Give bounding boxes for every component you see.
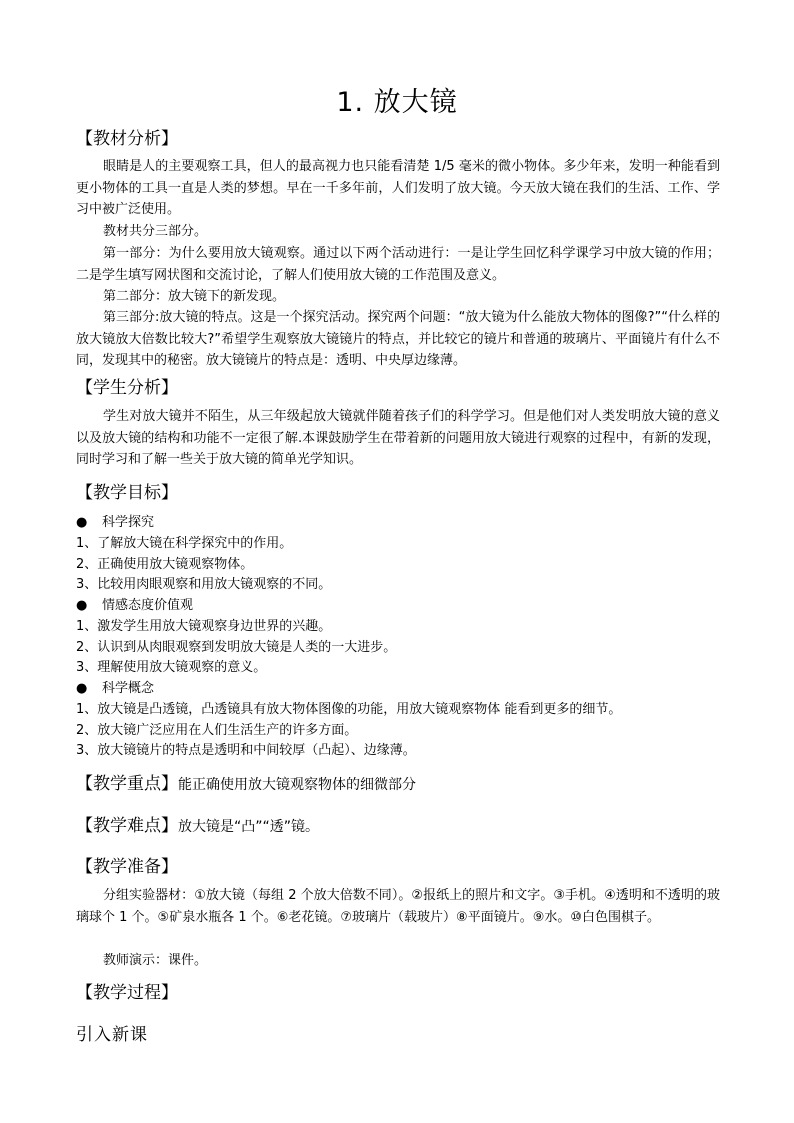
heading-difficulty: 【教学难点】 bbox=[76, 816, 178, 836]
goal-group-title: ● 科学概念 bbox=[76, 679, 154, 700]
analysis-paragraph-2: 教材共分三部分。 bbox=[103, 224, 208, 239]
goal-item: 3、比较用肉眼观察和用放大镜观察的不同。 bbox=[76, 577, 332, 592]
key-point-line bbox=[76, 773, 416, 796]
heading-preparation: 【教学准备】 bbox=[76, 857, 178, 877]
goal-item: 2、正确使用放大镜观察物体。 bbox=[76, 557, 254, 572]
heading-teaching-goals: 【教学目标】 bbox=[76, 483, 178, 503]
key-point-text: 能正确使用放大镜观察物体的细微部分 bbox=[178, 777, 416, 793]
analysis-paragraph-3: 第一部分：为什么要用放大镜观察。通过以下两个活动进行：一是让学生回忆科学课学习中放大镜的作用；二是学生填写网状图和交流讨论，了解人们使用放大镜的工作范围及意义。 bbox=[76, 246, 720, 283]
difficulty-text: 放大镜是“凸”“透”镜。 bbox=[178, 819, 320, 835]
goal-item: 3、理解使用放大镜观察的意义。 bbox=[76, 660, 267, 675]
goal-group-title: ● 科学探究 bbox=[76, 513, 154, 534]
goal-item: 3、放大镜镜片的特点是透明和中间较厚（凸起）、边缘薄。 bbox=[76, 743, 416, 758]
preparation-paragraph-1: 分组实验器材：①放大镜（每组 2 个放大倍数不同）。②报纸上的照片和文字。③手机。④透明和不透明的玻璃球个 1 个。⑤矿泉水瓶各 1 个。⑥老花镜。⑦玻璃片（载玻片）⑧平面镜片。⑨水。⑩白色围棋子。 bbox=[76, 888, 720, 925]
analysis-paragraph-5: 第三部分:放大镜的特点。这是一个探究活动。探究两个问题：“放大镜为什么能放大物体的图像?”“什么样的放大镜放大倍数比较大?”希望学生观察放大镜镜片的特点，并比较它的镜片和普通的玻璃片、平面镜片有什么不同，发现其中的秘密。放大镜镜片的特点是：透明、中央厚边缘薄。 bbox=[76, 310, 720, 368]
heading-textbook-analysis: 【教材分析】 bbox=[76, 129, 178, 149]
goal-item: 2、认识到从肉眼观察到发明放大镜是人类的一大进步。 bbox=[76, 640, 397, 655]
heading-process: 【教学过程】 bbox=[76, 983, 178, 1003]
heading-key-point: 【教学重点】 bbox=[76, 774, 178, 794]
goal-item: 1、放大镜是凸透镜，凸透镜具有放大物体图像的功能，用放大镜观察物体 能看到更多的细节。 bbox=[76, 702, 622, 717]
difficulty-line bbox=[76, 815, 319, 838]
bullet-icon: ● bbox=[76, 598, 88, 613]
bullet-icon: ● bbox=[76, 515, 88, 530]
goal-item: 1、激发学生用放大镜观察身边世界的兴趣。 bbox=[76, 619, 332, 634]
page-title: 1. 放大镜 bbox=[336, 87, 458, 118]
goal-item: 2、放大镜广泛应用在人们生活生产的许多方面。 bbox=[76, 723, 358, 738]
analysis-paragraph-1: 眼睛是人的主要观察工具，但人的最高视力也只能看清楚 1/5 毫米的微小物体。多少年来，发明一种能看到更小物体的工具一直是人类的梦想。早在一千多年前，人们发明了放大镜。今天放大镜在我们的生活、工作、学习中被广泛使用。 bbox=[76, 159, 720, 217]
heading-student-analysis: 【学生分析】 bbox=[76, 378, 178, 398]
preparation-paragraph-2: 教师演示：课件。 bbox=[103, 953, 208, 968]
analysis-paragraph-4: 第二部分：放大镜下的新发现。 bbox=[103, 289, 286, 304]
goal-group-title: ● 情感态度价值观 bbox=[76, 596, 193, 617]
students-paragraph: 学生对放大镜并不陌生，从三年级起放大镜就伴随着孩子们的科学学习。但是他们对人类发明放大镜的意义以及放大镜的结构和功能不一定很了解.本课鼓励学生在带着新的问题用放大镜进行观察的过程中，有新的发现，同时学习和了解一些关于放大镜的简单光学知识。 bbox=[76, 409, 720, 467]
goal-item: 1、了解放大镜在科学探究中的作用。 bbox=[76, 536, 293, 551]
intro-subheading: 引入新课 bbox=[76, 1025, 148, 1045]
bullet-icon: ● bbox=[76, 681, 88, 696]
